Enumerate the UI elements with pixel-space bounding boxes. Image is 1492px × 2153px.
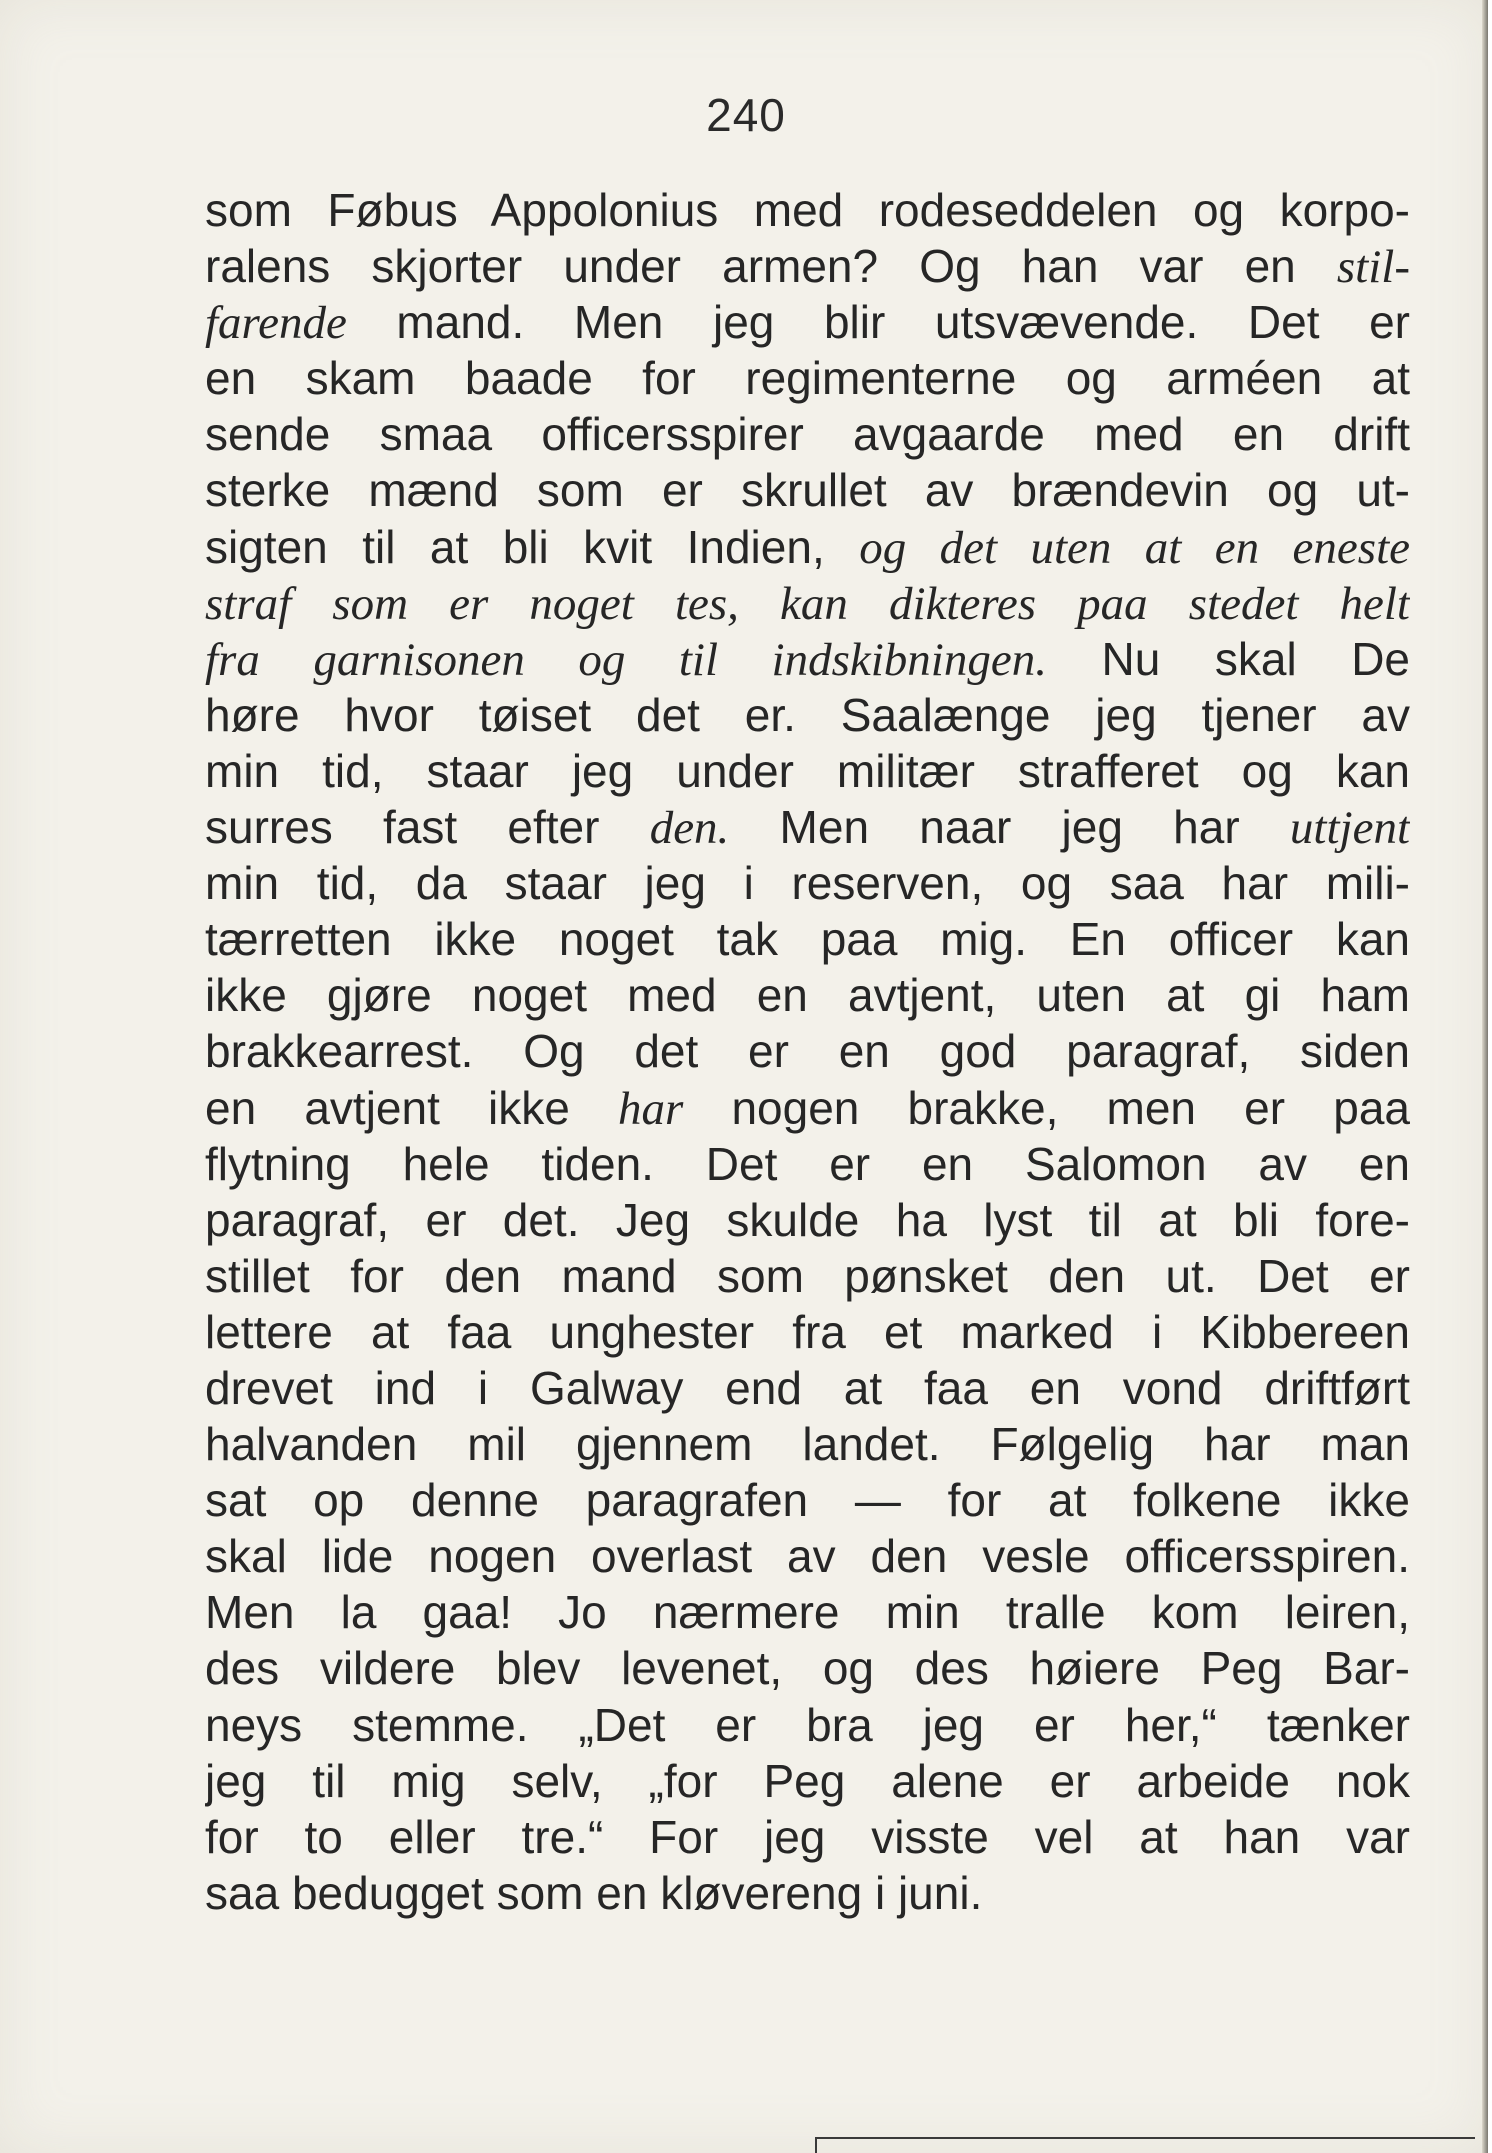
text-line (205, 1360, 1410, 1416)
text-segment: for to eller tre.“ For jeg visste vel at han var (205, 1810, 1410, 1863)
text-line (205, 911, 1410, 967)
text-segment: halvanden mil gjennem landet. Følgelig har man (205, 1418, 1410, 1471)
text-line (205, 294, 1410, 350)
italic-text-segment: den. (649, 802, 730, 855)
text-line (205, 1528, 1410, 1584)
text-segment: en skam baade for regimenterne og arméen at (205, 352, 1410, 405)
footer-rule (815, 2137, 1475, 2139)
text-segment: sigten til at bli kvit Indien, (205, 520, 860, 573)
text-segment: mand. Men jeg blir utsvævende. Det er (346, 296, 1410, 349)
text-segment: brakkearrest. Og det er en god paragraf, siden (205, 1025, 1410, 1078)
text-line (205, 1248, 1410, 1304)
text-segment: surres fast efter (205, 801, 650, 854)
italic-text-segment: fra garnisonen og til indskibningen. (205, 633, 1047, 686)
text-segment: som Føbus Appolonius med rodeseddelen og korpo- (205, 184, 1410, 236)
text-line (205, 1865, 1410, 1921)
text-line (205, 1584, 1410, 1640)
text-line (205, 1753, 1410, 1809)
text-segment: en avtjent ikke (205, 1081, 618, 1134)
text-segment: drevet ind i Galway end at faa en vond driftført (205, 1361, 1410, 1414)
text-line (205, 1472, 1410, 1528)
text-line (205, 1640, 1410, 1696)
text-line (205, 1809, 1410, 1865)
body-text (205, 182, 1410, 1921)
text-segment: jeg til mig selv, „for Peg alene er arbeide nok (205, 1754, 1410, 1807)
text-segment: paragraf, er det. Jeg skulde ha lyst til at bli fore- (205, 1193, 1410, 1246)
text-segment: min tid, da staar jeg i reserven, og saa har mili- (205, 857, 1410, 910)
italic-text-segment: stil- (1336, 241, 1410, 294)
text-segment: stillet for den mand som pønsket den ut. Det er (205, 1249, 1410, 1302)
italic-text-segment: farende (205, 297, 347, 350)
text-line (205, 575, 1410, 631)
text-segment: skal lide nogen overlast av den vesle officersspiren. (205, 1530, 1410, 1583)
text-segment: ikke gjøre noget med en avtjent, uten at gi ham (205, 969, 1410, 1022)
text-line (205, 1416, 1410, 1472)
page-edge (1482, 0, 1488, 2153)
text-line (205, 855, 1410, 911)
page-number: 240 (706, 89, 786, 141)
text-segment: Men naar jeg har (729, 801, 1290, 854)
text-line (205, 743, 1410, 799)
text-segment: Men la gaa! Jo nærmere min tralle kom leiren, (205, 1586, 1410, 1639)
text-line (205, 350, 1410, 406)
text-segment: flytning hele tiden. Det er en Salomon av en (205, 1137, 1410, 1190)
text-line (205, 462, 1410, 518)
italic-text-segment: straf som er noget tes, kan dikteres paa stedet helt (205, 577, 1410, 630)
text-segment: neys stemme. „Det er bra jeg er her,“ tænker (205, 1698, 1410, 1751)
text-line (205, 1023, 1410, 1079)
text-segment: lettere at faa unghester fra et marked i Kibbereen (205, 1305, 1410, 1358)
text-segment: sterke mænd som er skrullet av brændevin og ut- (205, 464, 1410, 517)
text-segment: des vildere blev levenet, og des høiere Peg Bar- (205, 1642, 1410, 1695)
text-segment: Nu skal De (1046, 632, 1410, 685)
text-line (205, 1697, 1410, 1753)
footer-tick (815, 2137, 817, 2153)
text-segment: saa bedugget som en kløvereng i juni. (205, 1866, 983, 1919)
text-line (205, 519, 1410, 575)
text-segment: min tid, staar jeg under militær strafferet og kan (205, 744, 1410, 797)
italic-text-segment: og det uten at en eneste (859, 521, 1410, 574)
text-line (205, 1136, 1410, 1192)
text-line (205, 967, 1410, 1023)
text-segment: høre hvor tøiset det er. Saalænge jeg tjener av (205, 688, 1410, 741)
text-segment: ralens skjorter under armen? Og han var en (205, 240, 1337, 293)
text-line (205, 406, 1410, 462)
text-line (205, 1192, 1410, 1248)
text-line (205, 182, 1410, 238)
text-segment: tærretten ikke noget tak paa mig. En officer kan (205, 913, 1410, 966)
text-segment: sende smaa officersspirer avgaarde med en drift (205, 408, 1410, 461)
text-line (205, 631, 1410, 687)
italic-text-segment: uttjent (1289, 802, 1410, 855)
text-line (205, 799, 1410, 855)
italic-text-segment: har (617, 1082, 684, 1135)
text-line (205, 1080, 1410, 1136)
text-segment: nogen brakke, men er paa (683, 1081, 1410, 1134)
text-segment: sat op denne paragrafen — for at folkene ikke (205, 1474, 1410, 1527)
text-line (205, 687, 1410, 743)
text-line (205, 1304, 1410, 1360)
text-line (205, 238, 1410, 294)
